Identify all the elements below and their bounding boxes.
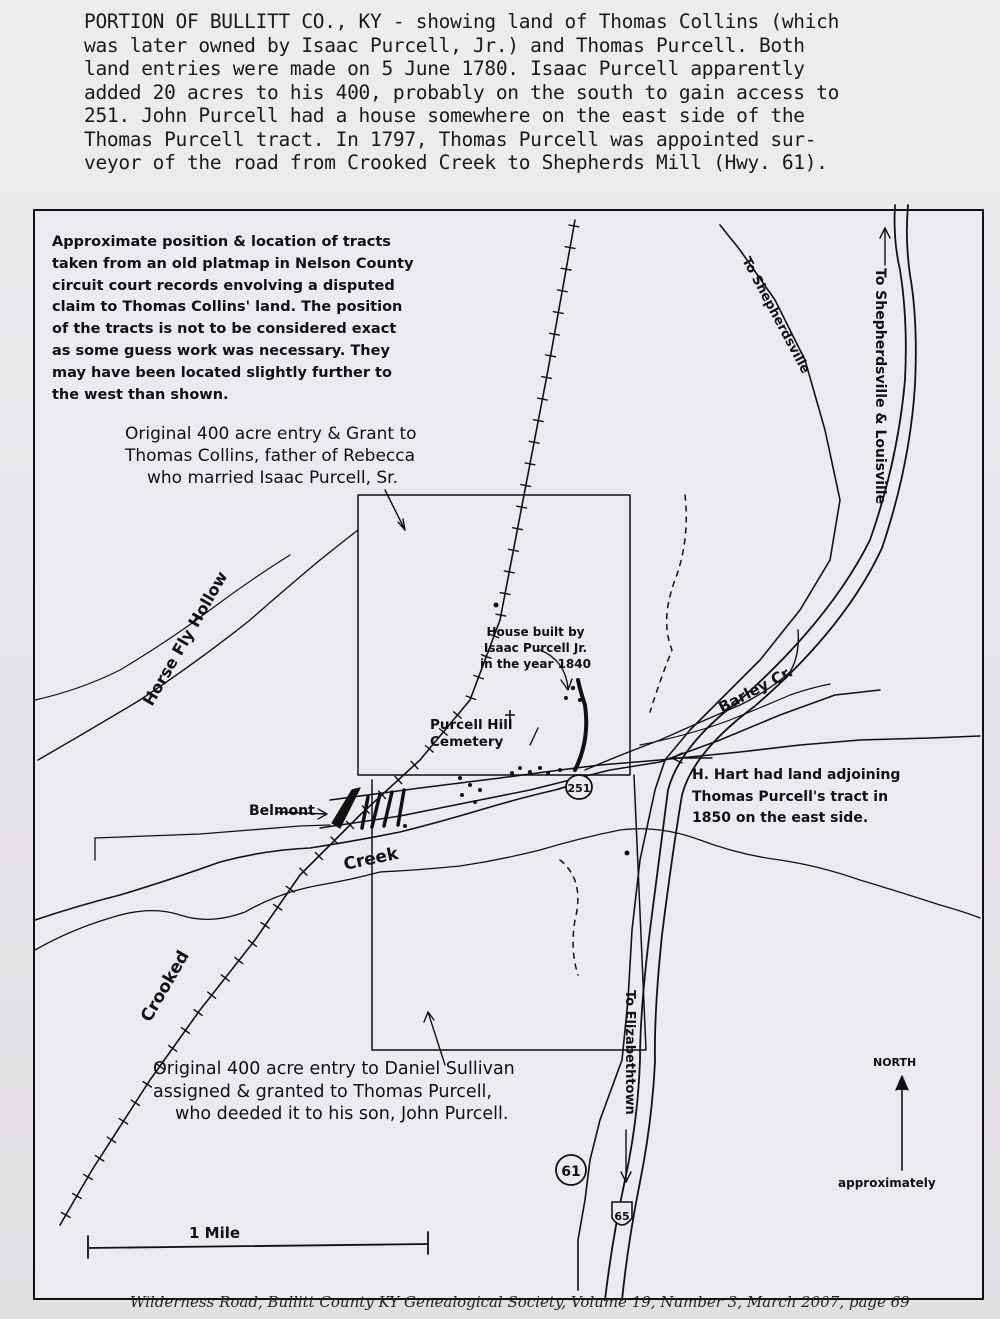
hart-line: 1850 on the east side. (692, 810, 869, 826)
house-line: Isaac Purcell Jr. (483, 641, 588, 655)
railroad-tie (221, 975, 229, 981)
railroad-tie (542, 377, 552, 379)
railroad-tie (194, 1010, 202, 1016)
railroad-tie (248, 940, 256, 946)
note-line: of the tracts is not to be considered exact (52, 321, 397, 338)
collins-line: who married Isaac Purcell, Sr. (147, 468, 398, 488)
hart-line: Thomas Purcell's tract in (692, 788, 889, 805)
railroad-tie (525, 463, 535, 465)
hart-line: H. Hart had land adjoining (692, 767, 901, 783)
railroad-tie (500, 593, 510, 595)
cemetery-arrow (530, 728, 538, 745)
railroad-tie (73, 1193, 82, 1198)
railroad-tie (513, 528, 523, 530)
railroad-tie (565, 247, 575, 249)
dotted-stream-east (650, 495, 686, 712)
railroad-tie (107, 1137, 115, 1142)
scale-bar (88, 1244, 428, 1248)
crooked-creek-bank (35, 872, 380, 950)
railroad-tie (561, 268, 571, 270)
railroad-tie (553, 312, 563, 314)
crooked-label: Crooked (137, 947, 194, 1026)
caption-line: Thomas Purcell tract. In 1797, Thomas Purcell was appointed sur- (84, 127, 817, 151)
house-line: in the year 1840 (480, 657, 591, 671)
railroad-tie (529, 441, 539, 443)
railroad-tie (557, 290, 567, 292)
route-61-label: 61 (561, 1164, 581, 1180)
note-line: claim to Thomas Collins' land. The position (52, 299, 403, 316)
railroad-tie (521, 485, 531, 487)
railroad-tie (496, 614, 506, 616)
route-251-shield (566, 775, 592, 799)
sullivan-tract-label (153, 1058, 515, 1126)
railroad-tie (550, 333, 560, 335)
cemetery-line: Cemetery (430, 734, 504, 750)
railroad-tie (169, 1045, 177, 1051)
railroad-tie (274, 904, 282, 910)
railroad-tie (119, 1119, 127, 1124)
railroad-tie (143, 1082, 151, 1087)
railroad-tie (546, 355, 556, 357)
house-line: House built by (486, 625, 585, 639)
house-label (480, 624, 591, 672)
source-note (52, 232, 414, 406)
railroad-tie (261, 922, 269, 928)
note-line: as some guess work was necessary. They (52, 342, 390, 359)
cemetery-line: Purcell Hill (430, 717, 513, 733)
collins-line: Thomas Collins, father of Rebecca (125, 446, 416, 466)
railroad-tie (235, 957, 243, 963)
note-line: taken from an old platmap in Nelson County (52, 255, 414, 272)
note-line: circuit court records envolving a disputed (52, 277, 395, 294)
to-elizabethtown-label: To Elizabethtown (622, 990, 637, 1115)
note-line: the west than shown. (52, 386, 229, 403)
railroad-tie (533, 420, 543, 422)
sullivan-line: Original 400 acre entry to Daniel Sullivan (153, 1059, 515, 1079)
interstate-65-east (622, 205, 916, 1300)
horse-fly-hollow-label: Horse Fly Hollow (139, 568, 232, 709)
route-251-label: 251 (567, 782, 591, 795)
railroad-tie (131, 1100, 139, 1105)
interstate-65-west (605, 205, 906, 1300)
sullivan-tract-boundary (372, 775, 646, 1050)
collins-tract-label (125, 423, 417, 489)
collins-line: Original 400 acre entry & Grant to (125, 424, 417, 444)
belmont-label: Belmont (249, 803, 315, 819)
collins-pointer-arrow (385, 490, 405, 530)
cemetery-label (430, 717, 512, 751)
north-label: NORTH (873, 1056, 917, 1069)
caption-line: was later owned by Isaac Purcell, Jr.) and Thomas Purcell. Both (84, 33, 805, 57)
railroad-tie (208, 992, 216, 998)
footer-citation: Wilderness Road, Bullitt County KY Genealogical Society, Volume 19, Number 3, March 2007, page 69 (130, 1293, 910, 1311)
caption-line: 251. John Purcell had a house somewhere on the east side of the (84, 104, 805, 127)
route-61-shield (556, 1155, 586, 1185)
sullivan-line: who deeded it to his son, John Purcell. (175, 1104, 509, 1124)
to-shepherdsville-road-label: To Shepherdsville (738, 254, 813, 377)
caption-line: PORTION OF BULLITT CO., KY - showing land of Thomas Collins (which (84, 10, 840, 33)
caption-line: land entries were made on 5 June 1780. Isaac Purcell apparently (84, 57, 805, 80)
railroad-tie (508, 549, 518, 551)
scale-label: 1 Mile (189, 1224, 241, 1242)
caption-line: veyor of the road from Crooked Creek to Shepherds Mill (Hwy. 61). (84, 151, 828, 174)
railroad-tie (538, 398, 548, 400)
caption-line: added 20 acres to his 400, probably on the south to gain access to (84, 80, 840, 104)
creek-lower (380, 829, 980, 918)
approximately-label: approximately (838, 1176, 936, 1190)
dotted-stream-south (560, 860, 578, 975)
creek-label: Creek (341, 843, 401, 875)
interstate-65-label: 65 (614, 1210, 630, 1223)
railroad-tie (517, 506, 527, 508)
railroad-tie (84, 1174, 93, 1179)
sullivan-line: assigned & granted to Thomas Purcell, (153, 1081, 492, 1102)
railroad-tie (61, 1212, 70, 1217)
crooked-creek (35, 775, 585, 920)
barley-creek-label: Barley Cr. (715, 662, 796, 717)
note-line: may have been located slightly further to (52, 364, 392, 381)
hart-note (692, 765, 900, 830)
to-shepherdsville-louisville-label: To Shepherdsville & Louisville (872, 268, 888, 505)
horse-fly-hollow-stream (38, 530, 358, 760)
house-drive (575, 680, 586, 770)
railroad-tie (504, 571, 514, 573)
note-line: Approximate position & location of tracts (52, 234, 391, 250)
railroad-tie (569, 225, 579, 227)
interstate-65-shield (612, 1202, 632, 1225)
railroad-tie (95, 1156, 103, 1161)
railroad-tie (181, 1028, 189, 1034)
